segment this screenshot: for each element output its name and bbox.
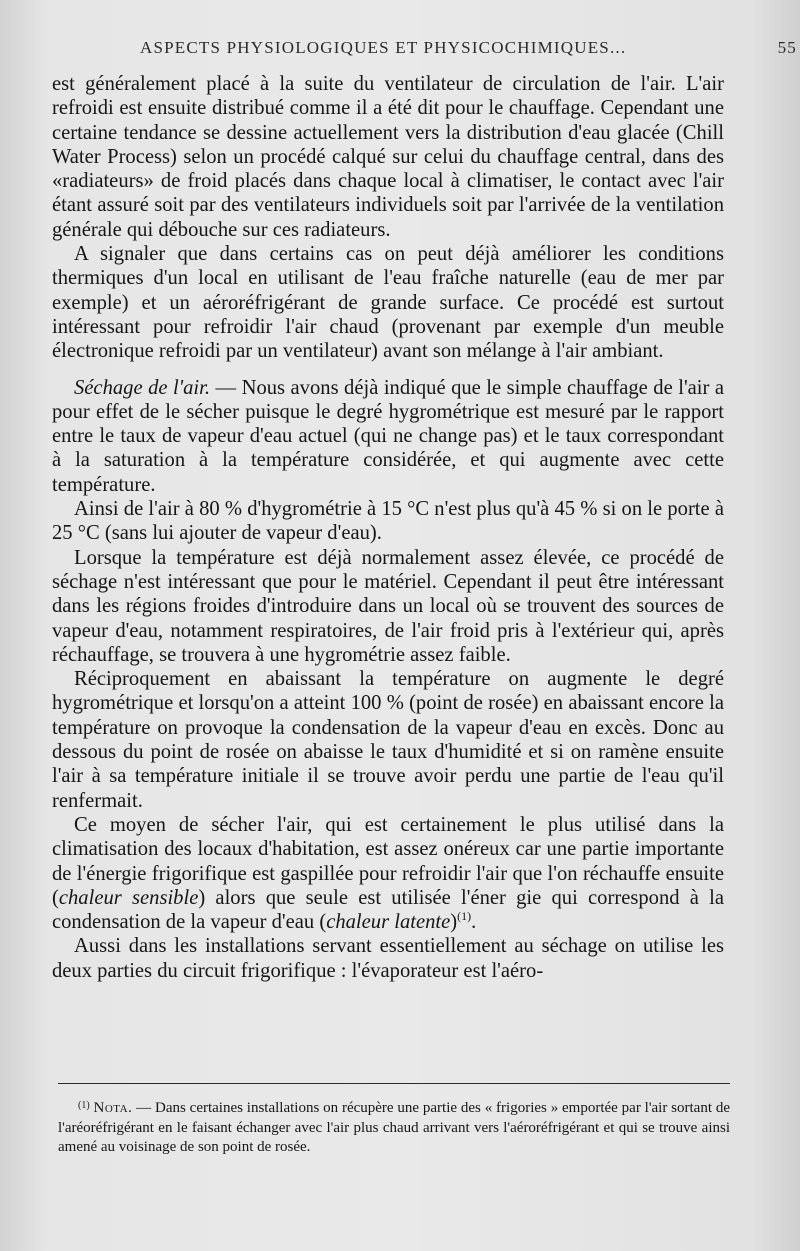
paragraph-7-part-b: ) alors que seule est utilisée l'éner gie qui correspond à la condensation de la vapeur d'eau ( [52, 886, 724, 934]
term-chaleur-latente: chaleur latente [326, 911, 451, 934]
paragraph-8: Aussi dans les installations servant essentiellement au séchage on utilise les deux parties du circuit frigorifique : l'évaporateur est l'aéro- [52, 935, 724, 982]
running-header [100, 38, 797, 68]
paragraph-7 [52, 813, 724, 934]
paragraph-6: Réciproquement en abaissant la température on augmente le degré hygrométrique et lorsqu'on a atteint 100 % (point de rosée) en abaissant encore la température on provoque la condensation de la vapeur d'eau en excès. Donc au dessous du point de rosée on abaisse le taux d'humidité et si on ramène ensuite l'air à sa température initiale il se trouve avoir perdu une partie de l'eau qu'il renfermait. [52, 668, 724, 812]
footnote-divider [58, 1083, 730, 1084]
paragraph-2: A signaler que dans certains cas on peut déjà améliorer les conditions thermiques d'un local en utilisant de l'eau fraîche naturelle (eau de mer par exemple) et un aéroréfrigérant de grande surface. Ce procédé est surtout intéressant pour refroidir l'air chaud (provenant par exemple d'un meuble électronique refroidi par un ventilateur) avant son mélange à l'air ambiant. [52, 243, 724, 363]
footnote-text: — Dans certaines installations on récupère une partie des « frigories » emportée par l'air sortant de l'aréoréfrigérant en le faisant échanger avec l'air plus chaud arrivant vers l'aéroréfrigérant et qui se trouve ainsi amené au voisinage de son point de rosée. [58, 1100, 730, 1155]
page-number: 55 [777, 38, 797, 57]
footnote [58, 1096, 730, 1158]
footnote-reference[interactable]: (1) [457, 909, 472, 924]
term-chaleur-sensible: chaleur sensible [58, 886, 199, 909]
footnote-marker: (1) [78, 1100, 90, 1111]
paragraph-1: est généralement placé à la suite du ventilateur de circulation de l'air. L'air refroidi est ensuite distribué comme il a été dit pour le chauffage. Cependant une certaine tendance se dessine actuellement vers la distribution d'eau glacée (Chill Water Process) selon un procédé calqué sur celui du chauffage central, dans des «radiateurs» de froid placés dans chaque local à climatiser, le contact avec l'air étant assuré soit par des ventilateurs individuels soit par l'arrivée de la ventilation générale qui débouche sur ces radiateurs. [52, 73, 724, 241]
running-title: ASPECTS PHYSIOLOGIQUES ET PHYSICOCHIMIQUES... [140, 38, 627, 57]
footnote-label: Nota. [93, 1100, 133, 1116]
paragraph-7-part-c: ) [450, 911, 458, 934]
main-text [52, 72, 724, 983]
section-heading-sechage: Séchage de l'air. [74, 376, 211, 399]
paragraph-3 [52, 376, 724, 497]
paragraph-5: Lorsque la température est déjà normalement assez élevée, ce procédé de séchage n'est intéressant que pour le matériel. Cependant il peut être intéressant dans les régions froides d'introduire dans un local où se trouvent des sources de vapeur d'eau, notamment respiratoires, de l'air froid pris à l'extérieur qui, après réchauffage, se trouvera à une hygrométrie assez faible. [52, 546, 724, 666]
paragraph-4: Ainsi de l'air à 80 % d'hygrométrie à 15 °C n'est plus qu'à 45 % si on le porte à 25 °C (sans lui ajouter de vapeur d'eau). [52, 498, 724, 545]
paragraph-3-text: — Nous avons déjà indiqué que le simple chauffage de l'air a pour effet de le sécher puisque le degré hygrométrique est mesuré par le rapport entre le taux de vapeur d'eau actuel (qui ne change pas) et le taux correspondant à la saturation à la température considérée, et qui augmente avec cette température. [52, 376, 724, 496]
paragraph-7-part-a: Ce moyen de sécher l'air, qui est certainement le plus utilisé dans la climatisation des locaux d'habitation, est assez onéreux car une partie importante de l'énergie frigorifique est gaspillée pour refroidir l'air que l'on réchauffe ensuite ( [52, 813, 724, 909]
paragraph-7-part-d: . [471, 911, 477, 934]
